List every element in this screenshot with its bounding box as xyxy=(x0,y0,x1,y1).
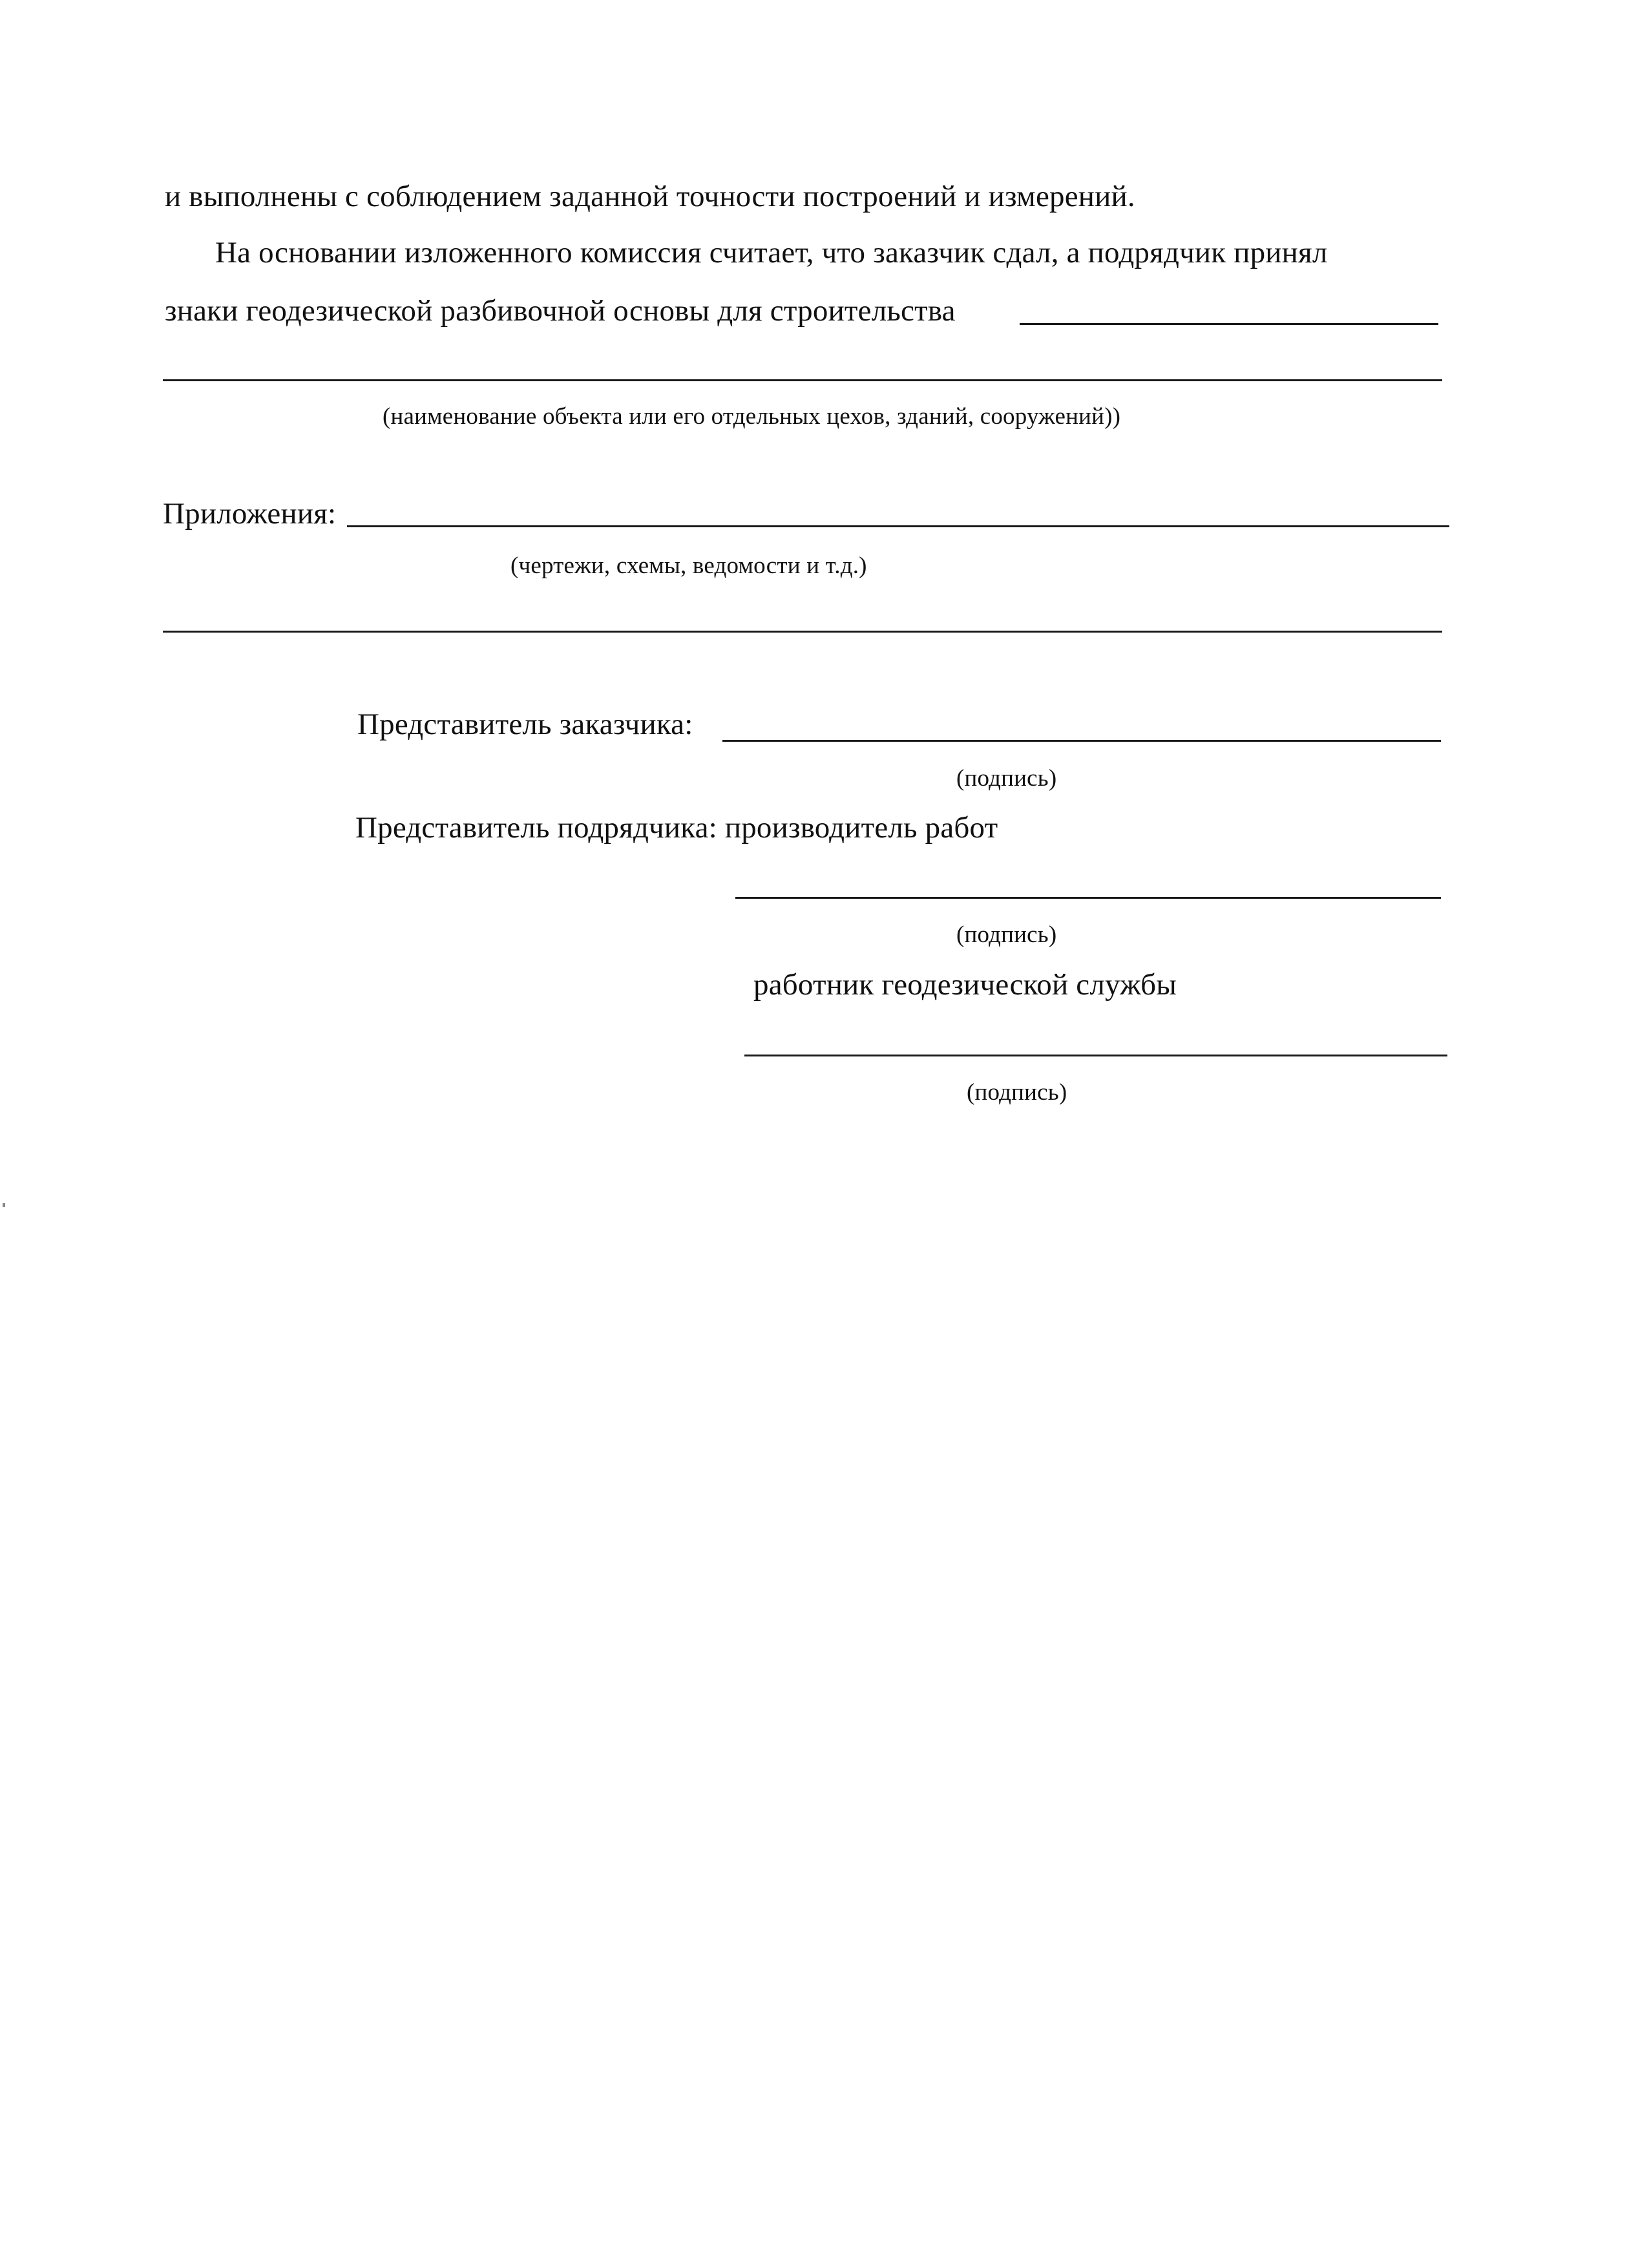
customer-signature-line[interactable] xyxy=(722,740,1441,742)
attachments-caption: (чертежи, схемы, ведомости и т.д.) xyxy=(510,552,867,579)
contractor-signature-line[interactable] xyxy=(735,897,1441,899)
object-name-blank-2[interactable] xyxy=(163,379,1442,381)
paragraph-2-line-2: знаки геодезической разбивочной основы для строительства xyxy=(165,294,956,328)
paragraph-2-line-1: На основании изложенного комиссия считает, что заказчик сдал, а подрядчик принял xyxy=(215,236,1328,269)
contractor-rep-label: Представитель подрядчика: производитель работ xyxy=(355,811,998,845)
object-name-caption: (наименование объекта или его отдельных цехов, зданий, сооружений)) xyxy=(383,403,1121,430)
attachments-blank-2[interactable] xyxy=(163,631,1442,633)
attachments-blank-1[interactable] xyxy=(347,525,1449,527)
object-name-blank-1[interactable] xyxy=(1020,323,1438,325)
geodesist-signature-caption: (подпись) xyxy=(967,1079,1067,1106)
geodesist-label: работник геодезической службы xyxy=(753,968,1177,1002)
scan-artifact xyxy=(3,1203,5,1207)
geodesist-signature-line[interactable] xyxy=(744,1055,1447,1056)
customer-rep-label: Представитель заказчика: xyxy=(357,708,693,741)
customer-signature-caption: (подпись) xyxy=(956,765,1057,792)
contractor-signature-caption: (подпись) xyxy=(956,921,1057,948)
paragraph-1-tail: и выполнены с соблюдением заданной точности построений и измерений. xyxy=(165,180,1135,213)
attachments-label: Приложения: xyxy=(163,497,337,530)
